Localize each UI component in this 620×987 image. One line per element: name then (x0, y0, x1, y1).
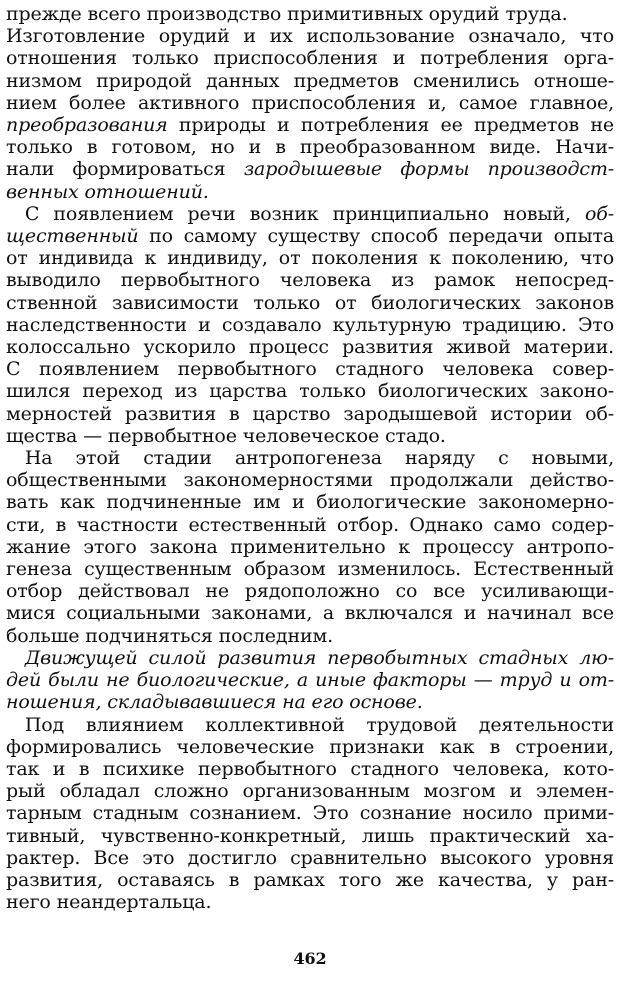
text-run: отбор действовал не рядоположно со все усиливающи- (6, 580, 614, 603)
text-line (6, 491, 614, 513)
text-run: Изготовление орудий и их использование означало, что (6, 25, 614, 48)
italic-run: ношения, складывавшиеся на его основе. (6, 691, 423, 714)
text-run: шился переход из царства только биологических законо- (6, 380, 614, 403)
text-line (6, 891, 614, 913)
text-line (6, 869, 614, 891)
italic-run: об- (584, 202, 614, 225)
text-line (6, 158, 614, 180)
text-line (6, 825, 614, 847)
text-line (6, 92, 614, 114)
text-run: от индивида к индивиду, от поколения к поколению, что (6, 247, 614, 270)
text-line (6, 558, 614, 580)
text-line (6, 669, 614, 691)
text-line (6, 780, 614, 802)
text-run: рый обладал сложно организованным мозгом и элемен- (6, 780, 614, 803)
text-run: тивный, чувственно-конкретный, лишь практический ха- (6, 824, 614, 847)
text-line (6, 469, 614, 491)
text-run: формировались человеческие признаки как в строении, (6, 735, 614, 758)
text-line (6, 425, 614, 447)
text-run: Под влиянием коллективной трудовой деятельности (6, 713, 614, 736)
text-run: рактер. Все это достигло сравнительно высокого уровня (6, 846, 614, 869)
text-line (6, 514, 614, 536)
text-line (6, 403, 614, 425)
text-line (6, 70, 614, 92)
text-run: вать как подчиненные им и биологические закономерно- (6, 491, 614, 514)
text-run: только в готовом, но и в преобразованном виде. Начи- (6, 136, 614, 159)
text-run: ственной зависимости только от биологических законов (6, 291, 614, 314)
text-line (6, 3, 614, 25)
body-text (6, 3, 614, 913)
italic-run: венных отношений. (6, 180, 209, 203)
text-run: тарным стадным сознанием. Это сознание носило прими- (6, 802, 614, 825)
italic-run: зародышевые формы производст- (243, 158, 614, 181)
text-line (6, 269, 614, 291)
text-line (6, 580, 614, 602)
text-run: общественными закономерностями продолжали действо- (6, 469, 614, 492)
text-line (6, 47, 614, 69)
text-line (6, 114, 614, 136)
text-line (6, 247, 614, 269)
text-line (6, 380, 614, 402)
text-run: выводило первобытного человека из рамок непосред- (6, 269, 614, 292)
text-run: наследственности и создавало культурную традицию. Это (6, 313, 614, 336)
page-number: 462 (293, 949, 327, 968)
text-line (6, 358, 614, 380)
text-run: колоссально ускорило процесс развития живой материи. (6, 336, 614, 359)
text-run: развития, оставаясь в рамках того же качества, у ран- (6, 868, 614, 891)
text-line (6, 691, 614, 713)
text-run: С появлением речи возник принципиально новый, (6, 202, 585, 225)
italic-run: щественный (6, 225, 139, 248)
text-line (6, 602, 614, 624)
text-line (6, 802, 614, 824)
text-line (6, 714, 614, 736)
text-run: сти, в частности естественный отбор. Однако само содер- (6, 513, 614, 536)
text-run: прежде всего производство примитивных орудий труда. (6, 3, 568, 25)
italic-run: дей были не биологические, а иные факторы — труд и от- (6, 669, 614, 692)
text-line (6, 203, 614, 225)
text-line (6, 736, 614, 758)
text-run: отношения только приспособления и потребления орга- (6, 47, 614, 70)
text-run: низмом природой данных предметов сменились отноше- (6, 69, 614, 92)
text-line (6, 136, 614, 158)
text-line (6, 536, 614, 558)
text-run: больше подчиняться последним. (6, 624, 333, 647)
text-run: нали формироваться (6, 158, 244, 181)
text-run: так и в психике первобытного стадного человека, кото- (6, 757, 614, 780)
text-line (6, 181, 614, 203)
text-run: природы и потребления ее предметов не (167, 114, 614, 137)
text-line (6, 225, 614, 247)
text-line (6, 314, 614, 336)
text-line (6, 758, 614, 780)
text-line (6, 25, 614, 47)
text-run: генеза существенным образом изменилось. Естественный (6, 558, 614, 581)
text-run: С появлением первобытного стадного человека совер- (6, 358, 614, 381)
text-run: по самому существу способ передачи опыта (138, 225, 614, 248)
text-line (6, 847, 614, 869)
text-run: мися социальными законами, а включался и начинал все (6, 602, 614, 625)
italic-run: преобразования (6, 114, 168, 137)
italic-run: Движущей силой развития первобытных стадных лю- (6, 646, 614, 669)
text-line (6, 625, 614, 647)
text-run: щества — первобытное человеческое стадо. (6, 424, 446, 447)
text-run: мерностей развития в царство зародышевой истории об- (6, 402, 614, 425)
text-run: нием более активного приспособления и, самое главное, (6, 91, 614, 114)
text-line (6, 447, 614, 469)
text-run: жание этого закона применительно к процессу антропо- (6, 535, 614, 558)
text-line (6, 647, 614, 669)
text-run: На этой стадии антропогенеза наряду с новыми, (6, 447, 614, 470)
text-run: него неандертальца. (6, 891, 212, 914)
text-line (6, 292, 614, 314)
text-line (6, 336, 614, 358)
